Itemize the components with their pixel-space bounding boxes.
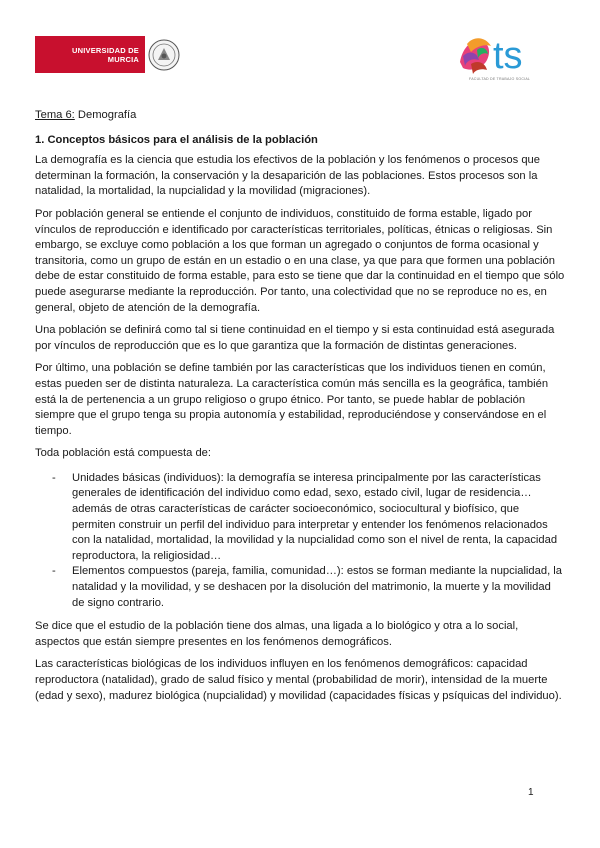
paragraph-4: Por último, una población se define también por las características que los individuos tienen en común, estas pueden ser de distinta naturaleza. La característica común más sencilla es la geográfica, también está la de pertenencia a un grupo religioso o grupo étnico. Por tanto, se puede hablar de población siempre que el grupo tenga su propia autonomía y estabilidad, reproduciéndose y conservándose en el tiempo. bbox=[35, 362, 549, 437]
list-item bbox=[35, 564, 565, 611]
bullet-dash: - bbox=[52, 565, 56, 578]
page-number: 1 bbox=[528, 787, 534, 798]
list-item-text: Elementos compuestos (pareja, familia, comunidad…): estos se forman mediante la nupcialidad, la natalidad y la movilidad, y se deshacen por la disolución del matrimonio, la muerte y la movilidad de signo contrario. bbox=[72, 565, 563, 609]
composition-list bbox=[35, 471, 565, 611]
ts-logo-text: ts bbox=[493, 35, 523, 77]
ts-logo-subtext: FACULTAD DE TRABAJO SOCIAL bbox=[469, 77, 531, 81]
bullet-dash: - bbox=[52, 471, 56, 484]
section-title: 1. Conceptos básicos para el análisis de la población bbox=[35, 133, 318, 146]
universidad-murcia-logo bbox=[35, 36, 183, 73]
trabajo-social-logo-graphic bbox=[455, 32, 565, 78]
university-name-block bbox=[35, 36, 145, 73]
paragraph-1: La demografía es la ciencia que estudia los efectivos de la población y los fenómenos o procesos que determinan la formación, la conservación y la desaparición de las poblaciones. Estos procesos son la natalidad, la mortalidad, la nupcialidad y la movilidad (migraciones). bbox=[35, 154, 540, 198]
paragraph-3: Una población se definirá como tal si tiene continuidad en el tiempo y si esta continuidad está asegurada por vínculos de reproducción que es lo que garantiza que la formación de distintas generaciones. bbox=[35, 324, 555, 352]
paragraph-6: Las características biológicas de los individuos influyen en los fenómenos demográficos: capacidad reproductora (natalidad), grado de salud físico y mental (probabilidad de morir), intensidad de la muerte (edad y sexo), madurez biológica (nupcialidad) y movilidad (capacidades físicas y psíquicas del individuo). bbox=[35, 658, 562, 702]
list-item-text: Unidades básicas (individuos): la demografía se interesa principalmente por las características generales de identificación del individuo como edad, sexo, estado civil, lugar de residencia… además de otras características de carácter socioeconómico, sociocultural y biofísico, que permiten construir un perfil del individuo para interpretar y entender los fenómenos relacionados con la natalidad, mortalidad, la movilidad y la nupcialidad como son el nivel de renta, la capacidad reproductora, la religiosidad… bbox=[72, 471, 558, 562]
topic-title: Demografía bbox=[74, 109, 137, 121]
list-intro: Toda población está compuesta de: bbox=[35, 447, 212, 460]
paragraph-5: Se dice que el estudio de la población tiene dos almas, una ligada a lo biológico y otra a lo social, aspectos que están siempre presentes en los fenómenos demográficos. bbox=[35, 620, 519, 648]
paragraph-2: Por población general se entiende el conjunto de individuos, constituido de forma estable, ligado por vínculos de reproducción e identificado por características territoriales, políticas, étnicas o religiosas. Sin embargo, se excluye como población a los que forman un agregado o conjuntos de forma ocasional y transitoria, como un grupo de están en un estadio o en una clase, ya que para que formen una población debe de estar constituido de forma estable, para esto se tiene que dar la continuidad en el tiempo que sólo puede asegurarse mediante la reproducción. Por tanto, una colectividad que no se reproduce no es, en general, objeto de atención de la demografía. bbox=[35, 207, 565, 314]
topic-label: Tema 6: bbox=[35, 109, 75, 121]
list-item bbox=[35, 471, 565, 565]
trabajo-social-logo bbox=[455, 32, 565, 84]
university-name-line1: UNIVERSIDAD DE bbox=[72, 45, 139, 55]
university-name-line2: MURCIA bbox=[107, 54, 139, 64]
topic-heading bbox=[35, 108, 565, 124]
document-body bbox=[35, 108, 565, 711]
university-seal-icon bbox=[145, 36, 183, 73]
